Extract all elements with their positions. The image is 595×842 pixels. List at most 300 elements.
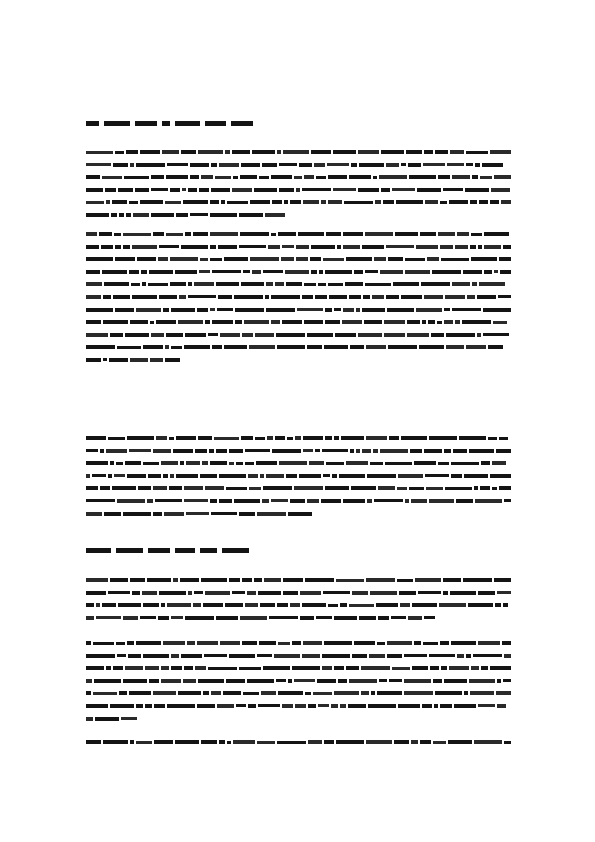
word-glyph: [86, 499, 115, 502]
word-glyph: [171, 616, 183, 619]
word-glyph: [101, 245, 113, 249]
word-glyph: [117, 346, 141, 349]
word-glyph: [322, 666, 332, 670]
word-glyph: [153, 691, 176, 695]
word-glyph: [502, 641, 511, 645]
word-glyph: [156, 436, 167, 440]
word-glyph: [136, 163, 165, 167]
word-glyph: [478, 245, 482, 249]
word-glyph: [479, 200, 488, 204]
text-line: [86, 257, 511, 261]
word-glyph: [171, 308, 195, 312]
word-glyph: [495, 603, 501, 607]
word-glyph: [190, 163, 209, 167]
word-glyph: [322, 654, 350, 658]
word-glyph: [197, 641, 218, 645]
word-glyph: [197, 308, 208, 312]
word-glyph: [218, 245, 237, 249]
word-glyph: [211, 163, 217, 167]
word-glyph: [379, 679, 387, 682]
word-glyph: [429, 654, 455, 657]
word-glyph: [350, 345, 364, 349]
word-glyph: [208, 333, 218, 336]
word-glyph: [307, 499, 319, 503]
word-glyph: [158, 257, 168, 261]
text-line: [86, 691, 511, 695]
word-glyph: [498, 295, 511, 298]
word-glyph: [132, 245, 157, 249]
word-glyph: [86, 512, 102, 516]
word-glyph: [349, 175, 371, 179]
word-glyph: [116, 642, 125, 645]
word-glyph: [86, 578, 108, 582]
word-glyph: [328, 175, 347, 179]
word-glyph: [441, 258, 469, 261]
word-glyph: [274, 654, 300, 658]
word-glyph: [373, 449, 378, 453]
word-glyph: [361, 666, 390, 670]
word-glyph: [266, 474, 284, 478]
word-glyph: [384, 333, 405, 337]
word-glyph: [488, 345, 503, 349]
word-glyph: [308, 704, 316, 708]
word-glyph: [494, 175, 511, 179]
word-glyph: [181, 245, 208, 249]
word-glyph: [394, 740, 409, 744]
word-glyph: [224, 345, 247, 349]
word-glyph: [103, 320, 128, 324]
word-glyph: [334, 436, 339, 440]
word-glyph: [493, 321, 507, 324]
word-glyph: [212, 320, 233, 324]
word-glyph: [464, 691, 468, 695]
word-glyph: [464, 474, 488, 478]
word-glyph: [86, 257, 113, 261]
word-glyph: [371, 691, 375, 695]
word-glyph: [466, 163, 473, 166]
word-glyph: [365, 232, 393, 236]
word-glyph: [93, 692, 117, 695]
word-glyph: [424, 295, 443, 299]
word-glyph: [427, 257, 439, 261]
word-glyph: [300, 591, 321, 595]
word-glyph: [130, 163, 134, 167]
text-line: [86, 679, 511, 683]
word-glyph: [452, 282, 470, 286]
word-glyph: [288, 679, 292, 683]
word-glyph: [325, 308, 332, 312]
word-glyph: [108, 437, 125, 440]
word-glyph: [497, 704, 506, 708]
word-glyph: [210, 308, 215, 311]
word-glyph: [324, 641, 352, 645]
word-glyph: [440, 245, 453, 249]
word-glyph: [239, 512, 255, 516]
word-glyph: [290, 200, 301, 204]
word-glyph: [126, 213, 131, 217]
word-glyph: [218, 295, 232, 299]
word-glyph: [310, 257, 321, 261]
word-glyph: [467, 295, 475, 299]
word-glyph: [303, 436, 323, 440]
word-glyph: [447, 163, 464, 166]
word-glyph: [446, 345, 464, 349]
word-glyph: [473, 654, 502, 657]
word-glyph: [438, 462, 449, 465]
word-glyph: [499, 437, 508, 440]
word-glyph: [117, 499, 145, 503]
word-glyph: [151, 213, 174, 217]
word-glyph: [243, 692, 259, 695]
heading-glyph: [231, 121, 253, 126]
word-glyph: [210, 258, 222, 261]
text-line: [86, 436, 511, 440]
word-glyph: [86, 358, 101, 362]
word-glyph: [443, 188, 463, 191]
word-glyph: [401, 436, 427, 440]
word-glyph: [210, 245, 216, 249]
word-glyph: [112, 486, 136, 490]
word-glyph: [359, 616, 376, 620]
word-glyph: [263, 486, 292, 490]
word-glyph: [425, 474, 449, 477]
word-glyph: [482, 163, 503, 167]
word-glyph: [184, 486, 203, 490]
word-glyph: [424, 150, 433, 154]
word-glyph: [338, 679, 347, 683]
word-glyph: [437, 321, 442, 324]
word-glyph: [123, 245, 130, 249]
word-glyph: [153, 232, 164, 236]
word-glyph: [198, 679, 224, 683]
word-glyph: [504, 654, 511, 658]
word-glyph: [259, 176, 269, 179]
word-glyph: [240, 175, 257, 179]
word-glyph: [336, 740, 364, 744]
word-glyph: [264, 578, 281, 582]
word-glyph: [141, 270, 147, 274]
word-glyph: [170, 474, 174, 478]
word-glyph: [262, 499, 269, 503]
word-glyph: [162, 150, 179, 154]
text-line: [86, 358, 511, 362]
heading-glyph: [104, 121, 130, 126]
word-glyph: [181, 150, 196, 154]
word-glyph: [410, 449, 422, 453]
word-glyph: [346, 257, 372, 261]
word-glyph: [86, 486, 98, 490]
body-paragraph: [86, 232, 511, 371]
word-glyph: [453, 449, 467, 453]
word-glyph: [129, 449, 151, 452]
word-glyph: [362, 449, 371, 453]
word-glyph: [182, 188, 186, 191]
word-glyph: [201, 740, 217, 744]
word-glyph: [307, 333, 333, 337]
body-paragraph: [86, 436, 511, 524]
word-glyph: [123, 616, 138, 620]
word-glyph: [452, 308, 481, 311]
word-glyph: [175, 740, 199, 744]
word-glyph: [99, 232, 112, 236]
word-glyph: [440, 201, 447, 204]
word-glyph: [401, 295, 422, 299]
word-glyph: [86, 704, 108, 708]
word-glyph: [276, 333, 305, 337]
word-glyph: [257, 512, 286, 516]
word-glyph: [86, 616, 94, 620]
word-glyph: [340, 603, 347, 607]
word-glyph: [279, 461, 307, 465]
word-glyph: [477, 295, 496, 299]
word-glyph: [477, 333, 481, 337]
word-glyph: [423, 642, 438, 645]
text-line: [86, 740, 511, 744]
word-glyph: [451, 641, 476, 645]
word-glyph: [496, 691, 511, 695]
word-glyph: [194, 282, 214, 286]
text-line: [86, 461, 511, 465]
word-glyph: [426, 487, 443, 490]
word-glyph: [123, 233, 151, 236]
word-glyph: [333, 150, 356, 154]
word-glyph: [114, 474, 125, 477]
word-glyph: [275, 436, 285, 440]
body-paragraph: [86, 578, 511, 628]
word-glyph: [455, 245, 468, 249]
word-glyph: [149, 270, 173, 274]
word-glyph: [321, 200, 326, 204]
word-glyph: [494, 578, 511, 582]
word-glyph: [364, 320, 382, 324]
word-glyph: [389, 436, 399, 440]
word-glyph: [252, 150, 275, 154]
word-glyph: [423, 163, 445, 166]
word-glyph: [469, 679, 495, 683]
word-glyph: [283, 150, 309, 154]
word-glyph: [167, 163, 188, 166]
word-glyph: [265, 295, 269, 299]
word-glyph: [244, 320, 269, 324]
word-glyph: [110, 461, 114, 465]
word-glyph: [236, 462, 243, 465]
word-glyph: [322, 449, 348, 452]
word-glyph: [406, 150, 422, 154]
text-line: [86, 320, 511, 324]
word-glyph: [311, 245, 335, 249]
word-glyph: [86, 282, 102, 286]
word-glyph: [314, 163, 325, 167]
word-glyph: [229, 578, 240, 582]
word-glyph: [137, 257, 156, 261]
word-glyph: [250, 257, 279, 261]
word-glyph: [499, 257, 511, 261]
word-glyph: [184, 666, 193, 670]
word-glyph: [220, 641, 240, 645]
word-glyph: [307, 345, 322, 349]
word-glyph: [503, 679, 511, 682]
word-glyph: [116, 462, 123, 465]
word-glyph: [241, 163, 260, 167]
word-glyph: [316, 176, 326, 179]
word-glyph: [277, 603, 288, 607]
word-glyph: [281, 257, 294, 261]
word-glyph: [490, 200, 499, 204]
word-glyph: [444, 449, 451, 453]
word-glyph: [216, 616, 238, 620]
word-glyph: [323, 474, 330, 477]
heading-glyph: [135, 121, 157, 126]
word-glyph: [296, 188, 300, 192]
text-line: [86, 163, 511, 167]
word-glyph: [117, 654, 126, 657]
word-glyph: [428, 320, 435, 324]
word-glyph: [333, 188, 356, 191]
word-glyph: [385, 462, 412, 465]
word-glyph: [150, 321, 154, 324]
heading-glyph: [86, 121, 99, 126]
word-glyph: [292, 641, 301, 645]
word-glyph: [318, 704, 329, 707]
word-glyph: [102, 270, 127, 274]
text-line: [86, 282, 511, 286]
word-glyph: [444, 320, 453, 324]
word-glyph: [119, 691, 127, 695]
word-glyph: [153, 449, 171, 453]
word-glyph: [266, 282, 273, 286]
word-glyph: [235, 320, 242, 324]
word-glyph: [391, 616, 406, 619]
word-glyph: [216, 449, 227, 453]
word-glyph: [249, 345, 275, 349]
word-glyph: [140, 200, 163, 204]
word-glyph: [216, 282, 239, 286]
word-glyph: [397, 579, 413, 582]
word-glyph: [484, 245, 501, 249]
word-glyph: [277, 150, 281, 154]
word-glyph: [140, 150, 160, 154]
word-glyph: [201, 175, 213, 179]
word-glyph: [86, 654, 115, 658]
word-glyph: [210, 213, 237, 217]
word-glyph: [211, 691, 221, 695]
word-glyph: [424, 449, 442, 453]
word-glyph: [278, 691, 303, 695]
word-glyph: [166, 233, 183, 236]
word-glyph: [260, 603, 275, 607]
word-glyph: [125, 666, 143, 670]
word-glyph: [429, 499, 454, 503]
word-glyph: [348, 704, 366, 708]
word-glyph: [95, 717, 119, 721]
word-glyph: [181, 654, 202, 658]
word-glyph: [417, 188, 441, 192]
word-glyph: [398, 704, 420, 708]
word-glyph: [125, 333, 149, 337]
word-glyph: [425, 200, 438, 204]
word-glyph: [145, 704, 152, 708]
word-glyph: [354, 641, 375, 645]
word-glyph: [405, 499, 409, 503]
word-glyph: [388, 345, 417, 349]
word-glyph: [345, 282, 363, 286]
word-glyph: [277, 741, 306, 744]
word-glyph: [212, 270, 241, 273]
word-glyph: [272, 449, 301, 453]
word-glyph: [86, 641, 91, 645]
word-glyph: [102, 603, 116, 607]
word-glyph: [248, 704, 256, 708]
word-glyph: [248, 474, 258, 478]
word-glyph: [500, 270, 511, 274]
word-glyph: [219, 474, 246, 478]
word-glyph: [323, 591, 350, 594]
word-glyph: [441, 666, 447, 670]
word-glyph: [232, 591, 245, 594]
word-glyph: [492, 461, 506, 465]
word-glyph: [401, 163, 406, 166]
word-glyph: [229, 462, 234, 465]
word-glyph: [325, 486, 349, 490]
word-glyph: [352, 591, 368, 595]
body-paragraph: [86, 641, 511, 729]
word-glyph: [387, 654, 402, 658]
word-glyph: [379, 175, 407, 179]
word-glyph: [421, 282, 450, 286]
word-glyph: [440, 704, 452, 708]
word-glyph: [271, 233, 276, 236]
word-glyph: [233, 176, 238, 179]
word-glyph: [415, 578, 441, 582]
word-glyph: [408, 616, 422, 620]
word-glyph: [376, 603, 398, 607]
word-glyph: [295, 436, 301, 440]
word-glyph: [296, 245, 309, 249]
word-glyph: [349, 679, 377, 683]
word-glyph: [504, 499, 511, 502]
word-glyph: [286, 474, 297, 478]
word-glyph: [343, 232, 363, 236]
word-glyph: [316, 616, 332, 619]
word-glyph: [343, 499, 365, 503]
word-glyph: [327, 163, 349, 166]
word-glyph: [286, 282, 302, 286]
word-glyph: [242, 578, 252, 582]
word-glyph: [374, 499, 403, 502]
word-glyph: [151, 333, 164, 337]
word-glyph: [184, 499, 208, 502]
word-glyph: [201, 578, 227, 582]
word-glyph: [226, 679, 245, 683]
word-glyph: [263, 270, 283, 273]
word-glyph: [395, 232, 418, 236]
word-glyph: [392, 188, 415, 191]
text-line: [86, 499, 511, 503]
word-glyph: [241, 436, 253, 440]
word-glyph: [112, 200, 127, 204]
word-glyph: [302, 603, 326, 607]
word-glyph: [110, 578, 128, 582]
word-glyph: [198, 436, 212, 440]
word-glyph: [104, 282, 129, 286]
word-glyph: [210, 461, 227, 465]
word-glyph: [185, 333, 206, 337]
word-glyph: [276, 679, 286, 682]
word-glyph: [187, 641, 195, 645]
word-glyph: [285, 270, 309, 274]
text-line: [86, 345, 511, 349]
word-glyph: [254, 578, 262, 582]
